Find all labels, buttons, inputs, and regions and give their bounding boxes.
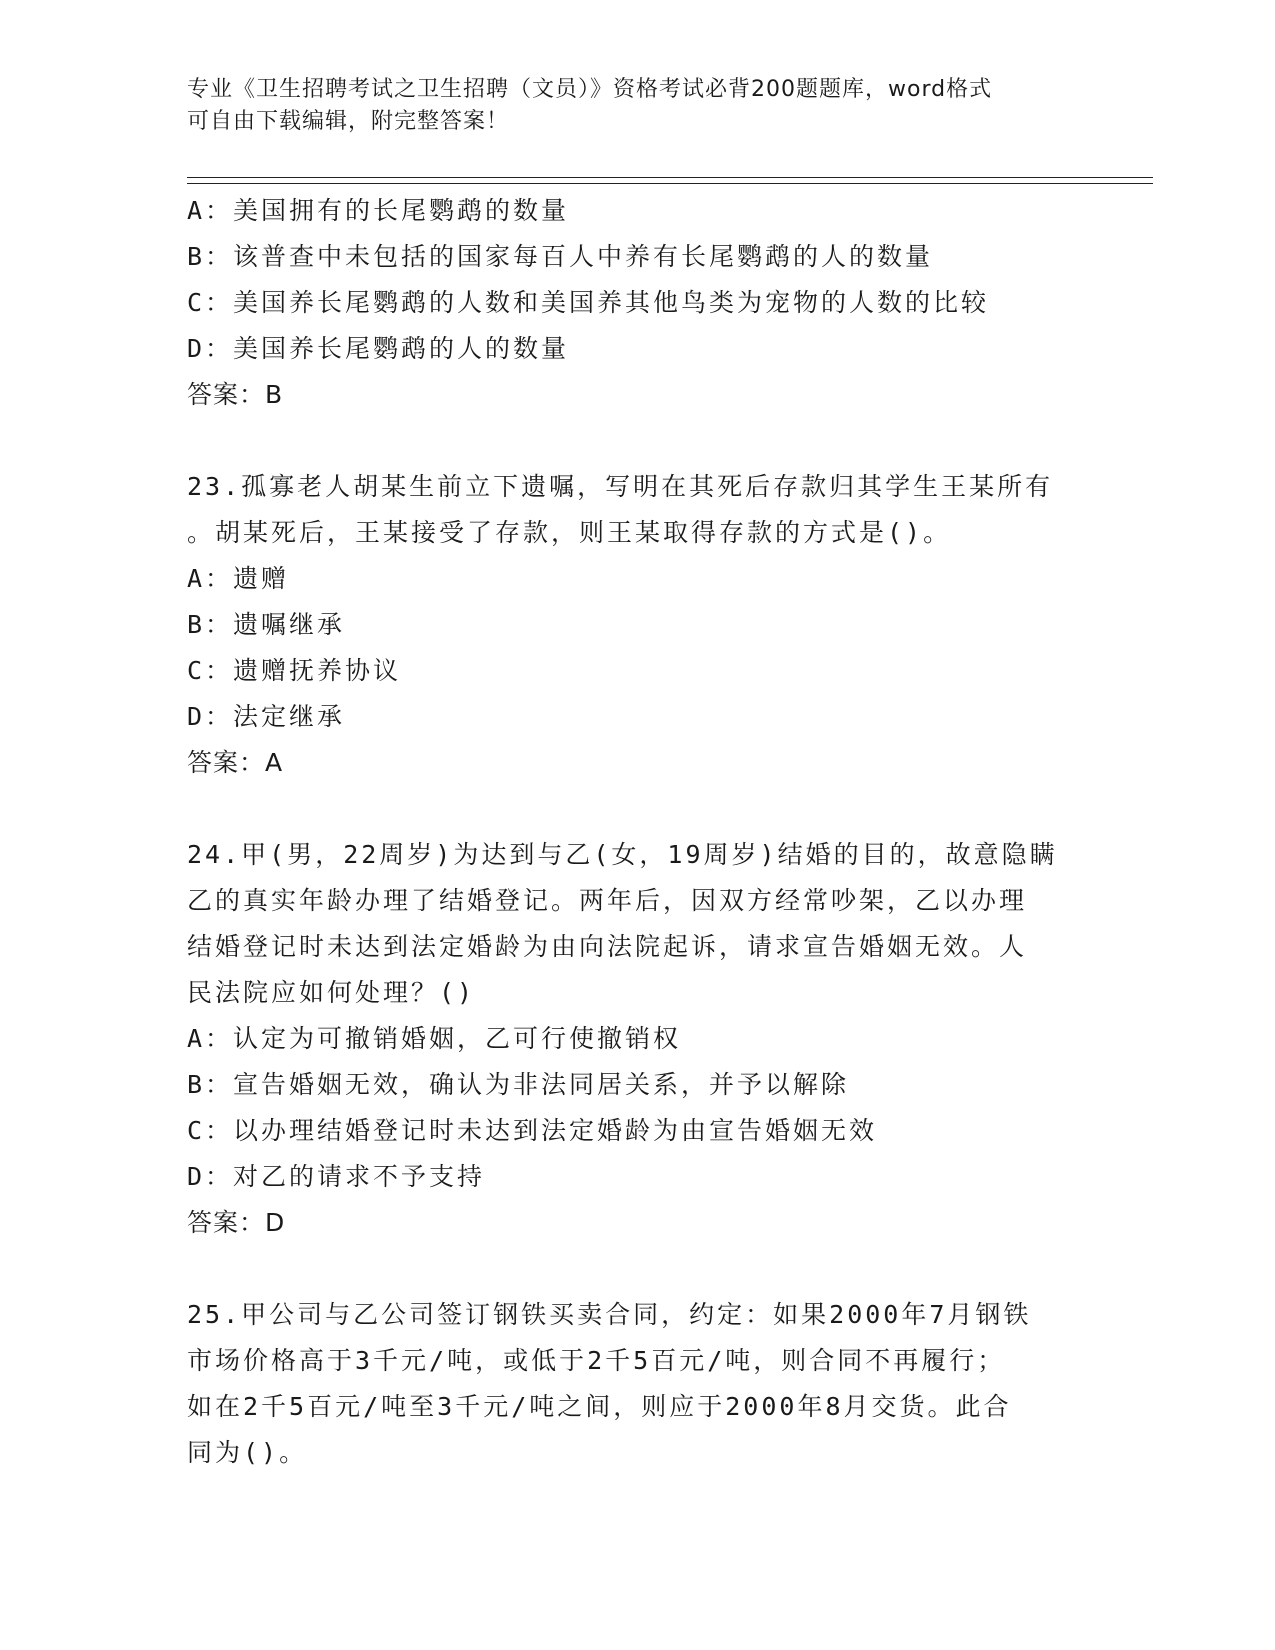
- question-stem-line: 23.孤寡老人胡某生前立下遗嘱，写明在其死后存款归其学生王某所有: [187, 472, 1054, 501]
- header-divider-top: [187, 177, 1153, 178]
- header-divider-bottom: [187, 183, 1153, 184]
- question-stem-line: 乙的真实年龄办理了结婚登记。两年后，因双方经常吵架，乙以办理: [187, 886, 1028, 915]
- question-stem-line: 同为()。: [187, 1438, 308, 1467]
- option-d: D：美国养长尾鹦鹉的人的数量: [187, 334, 570, 363]
- option-d: D：对乙的请求不予支持: [187, 1162, 486, 1191]
- question-stem-line: 市场价格高于3千元/吨，或低于2千5百元/吨，则合同不再履行；: [187, 1346, 1006, 1375]
- document-header: [187, 74, 1067, 138]
- option-a: A：美国拥有的长尾鹦鹉的数量: [187, 196, 570, 225]
- question-22: [187, 188, 1087, 418]
- question-25: [187, 1292, 1087, 1476]
- answer: 答案：D: [187, 1208, 286, 1237]
- question-stem-line: 25.甲公司与乙公司签订钢铁买卖合同，约定：如果2000年7月钢铁: [187, 1300, 1032, 1329]
- question-stem-line: 。胡某死后，王某接受了存款，则王某取得存款的方式是()。: [187, 518, 952, 547]
- header-line-1: 专业《卫生招聘考试之卫生招聘（文员）》资格考试必背200题题库，word格式: [187, 77, 993, 102]
- answer: 答案：A: [187, 748, 284, 777]
- question-stem-line: 如在2千5百元/吨至3千元/吨之间，则应于2000年8月交货。此合: [187, 1392, 1012, 1421]
- option-b: B：宣告婚姻无效，确认为非法同居关系，并予以解除: [187, 1070, 850, 1099]
- option-b: B：遗嘱继承: [187, 610, 346, 639]
- question-stem-line: 结婚登记时未达到法定婚龄为由向法院起诉，请求宣告婚姻无效。人: [187, 932, 1028, 961]
- option-b: B：该普查中未包括的国家每百人中养有长尾鹦鹉的人的数量: [187, 242, 934, 271]
- option-c: C：美国养长尾鹦鹉的人数和美国养其他鸟类为宠物的人数的比较: [187, 288, 990, 317]
- spacer: [187, 786, 1087, 832]
- question-stem-line: 24.甲(男，22周岁)为达到与乙(女，19周岁)结婚的目的，故意隐瞒: [187, 840, 1058, 869]
- option-c: C：遗赠抚养协议: [187, 656, 402, 685]
- question-stem-line: 民法院应如何处理？(): [187, 978, 476, 1007]
- option-c: C：以办理结婚登记时未达到法定婚龄为由宣告婚姻无效: [187, 1116, 878, 1145]
- question-list: [187, 188, 1087, 1476]
- answer: 答案：B: [187, 380, 284, 409]
- spacer: [187, 418, 1087, 464]
- question-24: [187, 832, 1087, 1246]
- question-23: [187, 464, 1087, 786]
- option-a: A：认定为可撤销婚姻，乙可行使撤销权: [187, 1024, 682, 1053]
- option-d: D：法定继承: [187, 702, 346, 731]
- option-a: A：遗赠: [187, 564, 290, 593]
- header-line-2: 可自由下载编辑，附完整答案！: [187, 109, 510, 134]
- spacer: [187, 1246, 1087, 1292]
